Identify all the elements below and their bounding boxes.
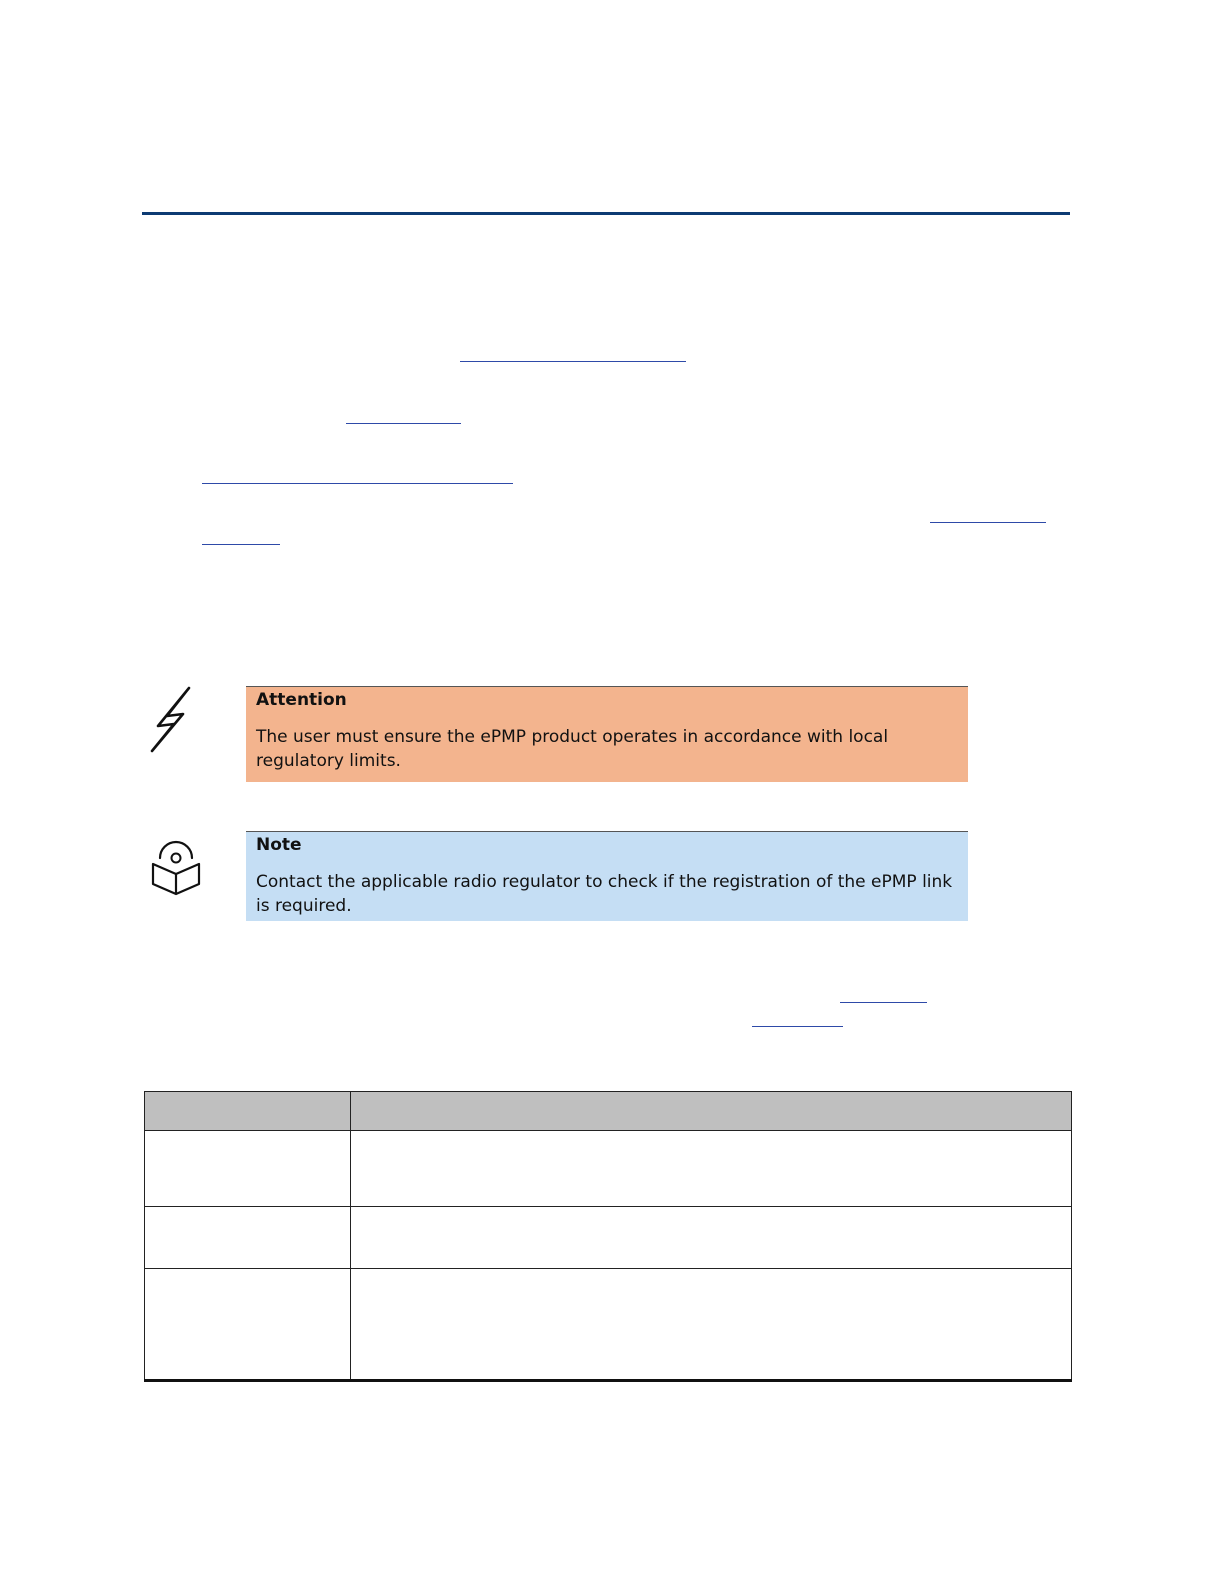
book-icon [146, 836, 206, 898]
note-title: Note [256, 835, 302, 855]
hyperlink-underline[interactable] [752, 1026, 843, 1027]
spec-table [144, 1091, 1072, 1382]
hyperlink-underline[interactable] [346, 423, 461, 424]
header-rule [142, 212, 1070, 215]
table-cell [351, 1131, 1072, 1207]
hyperlink-underline[interactable] [202, 483, 513, 484]
table-cell [145, 1207, 351, 1269]
table-header-cell [145, 1092, 351, 1131]
table-row [145, 1131, 1072, 1207]
table-cell [351, 1207, 1072, 1269]
note-body: Contact the applicable radio regulator to check if the registration of the ePMP link is required. [256, 872, 953, 916]
hyperlink-underline[interactable] [840, 1002, 927, 1003]
table-row [145, 1269, 1072, 1381]
table-row [145, 1207, 1072, 1269]
attention-title: Attention [256, 690, 347, 710]
hyperlink-underline[interactable] [202, 544, 280, 545]
table-cell [351, 1269, 1072, 1381]
hyperlink-underline[interactable] [460, 361, 686, 362]
attention-body: The user must ensure the ePMP product operates in accordance with local regulatory limits. [256, 727, 889, 771]
lightning-icon [146, 686, 196, 754]
table-cell [145, 1269, 351, 1381]
table-header-cell [351, 1092, 1072, 1131]
attention-callout [246, 686, 968, 782]
table-cell [145, 1131, 351, 1207]
note-callout [246, 831, 968, 921]
table-header-row [145, 1092, 1072, 1131]
hyperlink-underline[interactable] [930, 522, 1046, 523]
